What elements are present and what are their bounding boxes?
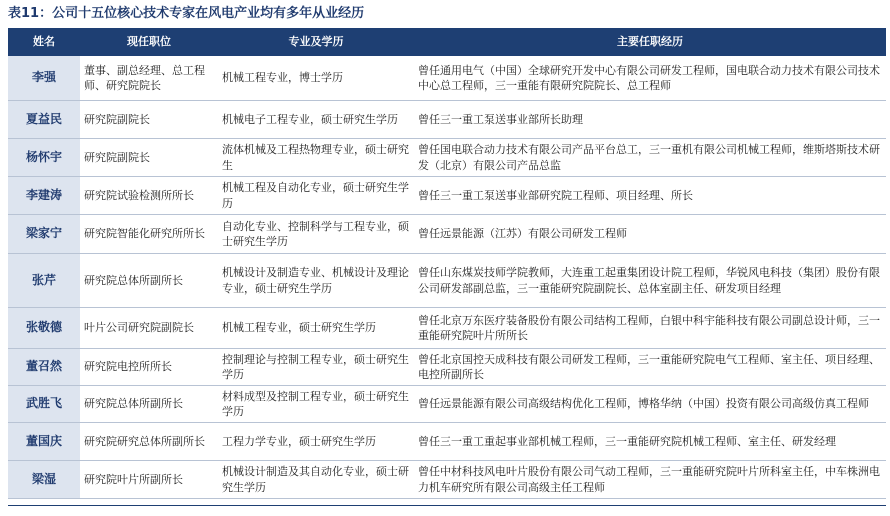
cell-name: 梁家宁	[8, 215, 80, 254]
table-row	[8, 101, 886, 139]
table-row	[8, 461, 886, 499]
table-row	[8, 308, 886, 349]
header-position: 现任职位	[80, 28, 218, 56]
cell-position: 研究院电控所所长	[80, 349, 218, 386]
cell-position: 研究院副院长	[80, 101, 218, 139]
cell-name: 杨怀宇	[8, 139, 80, 177]
cell-name: 武胜飞	[8, 386, 80, 423]
header-name: 姓名	[8, 28, 80, 56]
experts-table	[8, 28, 886, 499]
cell-experience: 曾任三一重工重起事业部机械工程师，三一重能研究院机械工程师、室主任、研发经理	[414, 423, 886, 461]
cell-experience: 曾任北京万东医疗装备股份有限公司结构工程师，白银中科宇能科技有限公司副总设计师，三一重能研究院叶片所所长	[414, 308, 886, 349]
cell-experience: 曾任中材科技风电叶片股份有限公司气动工程师，三一重能研究院叶片所科室主任，中车株洲电力机车研究所有限公司高级主任工程师	[414, 461, 886, 499]
cell-name: 张芹	[8, 254, 80, 308]
cell-position: 研究院总体所副所长	[80, 386, 218, 423]
cell-name: 董召然	[8, 349, 80, 386]
cell-experience: 曾任三一重工泵送事业部研究院工程师、项目经理、所长	[414, 177, 886, 215]
cell-name: 李建涛	[8, 177, 80, 215]
table-row	[8, 254, 886, 308]
cell-position: 叶片公司研究院副院长	[80, 308, 218, 349]
cell-position: 研究院试验检测所所长	[80, 177, 218, 215]
table-row	[8, 56, 886, 101]
table-row	[8, 215, 886, 254]
cell-name: 董国庆	[8, 423, 80, 461]
cell-major: 控制理论与控制工程专业，硕士研究生学历	[218, 349, 414, 386]
cell-name: 夏益民	[8, 101, 80, 139]
cell-experience: 曾任远景能源有限公司高级结构优化工程师，博格华纳（中国）投资有限公司高级仿真工程师	[414, 386, 886, 423]
cell-experience: 曾任北京国控天成科技有限公司研发工程师，三一重能研究院电气工程师、室主任、项目经理、电控所副所长	[414, 349, 886, 386]
cell-major: 材料成型及控制工程专业，硕士研究生学历	[218, 386, 414, 423]
cell-position: 研究院研究总体所副所长	[80, 423, 218, 461]
cell-major: 工程力学专业，硕士研究生学历	[218, 423, 414, 461]
cell-position: 研究院智能化研究所所长	[80, 215, 218, 254]
cell-major: 流体机械及工程热物理专业，硕士研究生	[218, 139, 414, 177]
cell-position: 研究院叶片所副所长	[80, 461, 218, 499]
cell-major: 机械电子工程专业，硕士研究生学历	[218, 101, 414, 139]
cell-major: 机械工程专业，硕士研究生学历	[218, 308, 414, 349]
bottom-divider	[8, 505, 886, 506]
cell-experience: 曾任远景能源（江苏）有限公司研发工程师	[414, 215, 886, 254]
cell-major: 机械设计制造及其自动化专业，硕士研究生学历	[218, 461, 414, 499]
cell-experience: 曾任山东煤炭技师学院教师，大连重工起重集团设计院工程师，华锐风电科技（集团）股份有限公司研发部副总监，三一重能研究院副院长、总体室副主任、研发项目经理	[414, 254, 886, 308]
cell-position: 董事、副总经理、总工程师、研究院院长	[80, 56, 218, 101]
cell-name: 张敬德	[8, 308, 80, 349]
table-row	[8, 177, 886, 215]
cell-position: 研究院总体所副所长	[80, 254, 218, 308]
cell-name: 李强	[8, 56, 80, 101]
table-row	[8, 386, 886, 423]
cell-major: 自动化专业、控制科学与工程专业，硕士研究生学历	[218, 215, 414, 254]
cell-name: 梁湿	[8, 461, 80, 499]
cell-major: 机械设计及制造专业、机械设计及理论专业，硕士研究生学历	[218, 254, 414, 308]
table-header-row	[8, 28, 886, 56]
table-title: 表11：公司十五位核心技术专家在风电产业均有多年从业经历	[8, 6, 365, 21]
table-row	[8, 349, 886, 386]
cell-experience: 曾任三一重工泵送事业部所长助理	[414, 101, 886, 139]
cell-major: 机械工程及自动化专业，硕士研究生学历	[218, 177, 414, 215]
table-row	[8, 423, 886, 461]
cell-major: 机械工程专业，博士学历	[218, 56, 414, 101]
cell-position: 研究院副院长	[80, 139, 218, 177]
header-experience: 主要任职经历	[414, 28, 886, 56]
cell-experience: 曾任国电联合动力技术有限公司产品平台总工，三一重机有限公司机械工程师，维斯塔斯技术研发（北京）有限公司产品总监	[414, 139, 886, 177]
header-major: 专业及学历	[218, 28, 414, 56]
cell-experience: 曾任通用电气（中国）全球研究开发中心有限公司研发工程师，国电联合动力技术有限公司技术中心总工程师，三一重能有限研究院院长、总工程师	[414, 56, 886, 101]
table-row	[8, 139, 886, 177]
